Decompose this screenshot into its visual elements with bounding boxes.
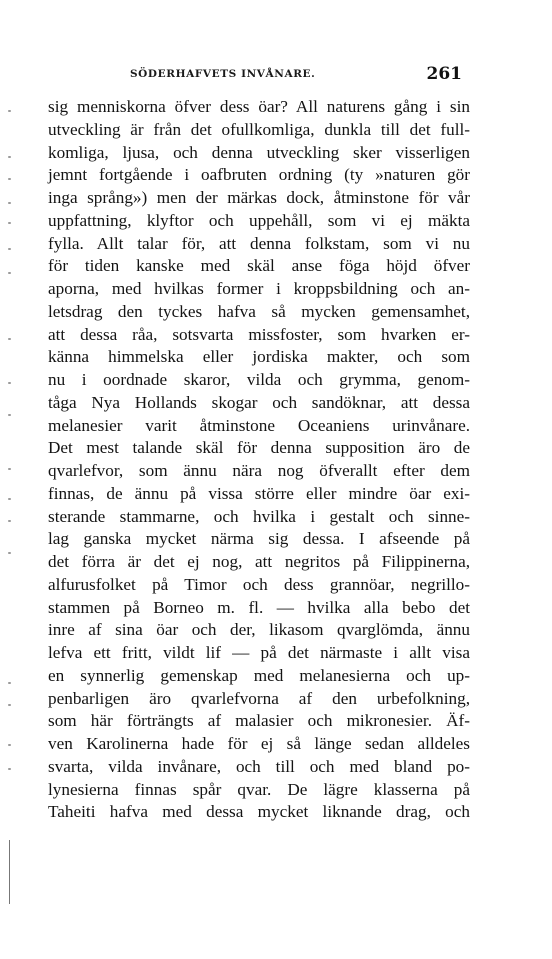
text-line: tåga Nya Hollands skogar och sandöknar, att dessa bbox=[48, 392, 470, 412]
text-line: lefva ett fritt, vildt lif — på det närmaste i allt visa bbox=[48, 643, 470, 662]
text-line: stammen på Borneo m. fl. — hvilka alla bebo det bbox=[48, 597, 470, 617]
text-line: en synnerlig gemenskap med melanesierna och up- bbox=[48, 665, 470, 685]
scan-edge-line bbox=[9, 840, 10, 904]
body-text bbox=[48, 96, 470, 824]
text-line: sterande stammarne, och hvilka i gestalt och sinne- bbox=[48, 506, 470, 526]
text-line: det förra är det ej nog, att negritos på Filippinerna, bbox=[48, 552, 470, 571]
text-line: för tiden kanske med skäl anse föga höjd öfver bbox=[48, 256, 470, 276]
text-line: inga språng») men der märkas dock, åtminstone för vår bbox=[48, 188, 470, 207]
text-line: komliga, ljusa, och denna utveckling sker visserligen bbox=[48, 142, 470, 162]
text-line: lag ganska mycket närma sig dessa. I afseende på bbox=[48, 529, 470, 549]
text-line: penbarligen äro qvarlefvorna af den urbefolkning, bbox=[48, 688, 470, 708]
text-line: finnas, de ännu på vissa större eller mindre öar exi- bbox=[48, 483, 470, 503]
text-line: svarta, vilda invånare, och till och med bland po- bbox=[48, 756, 470, 776]
text-line: uppfattning, klyftor och uppehåll, som vi ej mäkta bbox=[48, 210, 470, 230]
text-line: Det mest talande skäl för denna supposition äro de bbox=[48, 438, 470, 458]
text-line: melanesier varit åtminstone Oceaniens urinvånare. bbox=[48, 415, 470, 435]
text-line: känna himmelska eller jordiska makter, och som bbox=[48, 347, 470, 367]
text-line: qvarlefvor, som ännu nära nog öfverallt efter dem bbox=[48, 461, 470, 480]
text-line: fylla. Allt talar för, att denna folkstam, som vi nu bbox=[48, 233, 470, 253]
page-number: 261 bbox=[426, 64, 462, 84]
scan-margin-specks bbox=[0, 96, 22, 896]
text-line: letsdrag den tyckes hafva så mycken gemensamhet, bbox=[48, 301, 470, 321]
text-line: jemnt fortgående i oafbruten ordning (ty »naturen gör bbox=[48, 165, 470, 185]
text-line: att dessa råa, sotsvarta missfoster, som hvarken er- bbox=[48, 324, 470, 344]
running-head: SÖDERHAFVETS INVÅNARE. bbox=[130, 68, 316, 80]
text-line: inre af sina öar och der, likasom qvarglömda, ännu bbox=[48, 620, 470, 640]
text-line: utveckling är från det ofullkomliga, dunkla till det full- bbox=[48, 119, 470, 139]
text-line: alfurusfolket på Timor och dess grannöar, negrillo- bbox=[48, 574, 470, 594]
text-line: som här förträngts af malasier och mikronesier. Äf- bbox=[48, 711, 470, 731]
text-line: aporna, med hvilkas former i kroppsbildning och an- bbox=[48, 279, 470, 298]
text-line: nu i oordnade skaror, vilda och grymma, genom- bbox=[48, 370, 470, 389]
text-line: Taheiti hafva med dessa mycket liknande drag, och bbox=[48, 802, 470, 822]
text-line: lynesierna finnas spår qvar. De lägre klasserna på bbox=[48, 779, 470, 799]
text-line: sig menniskorna öfver dess öar? All naturens gång i sin bbox=[48, 97, 470, 116]
page-header bbox=[130, 64, 462, 86]
text-line: ven Karolinerna hade för ej så länge sedan alldeles bbox=[48, 734, 470, 753]
